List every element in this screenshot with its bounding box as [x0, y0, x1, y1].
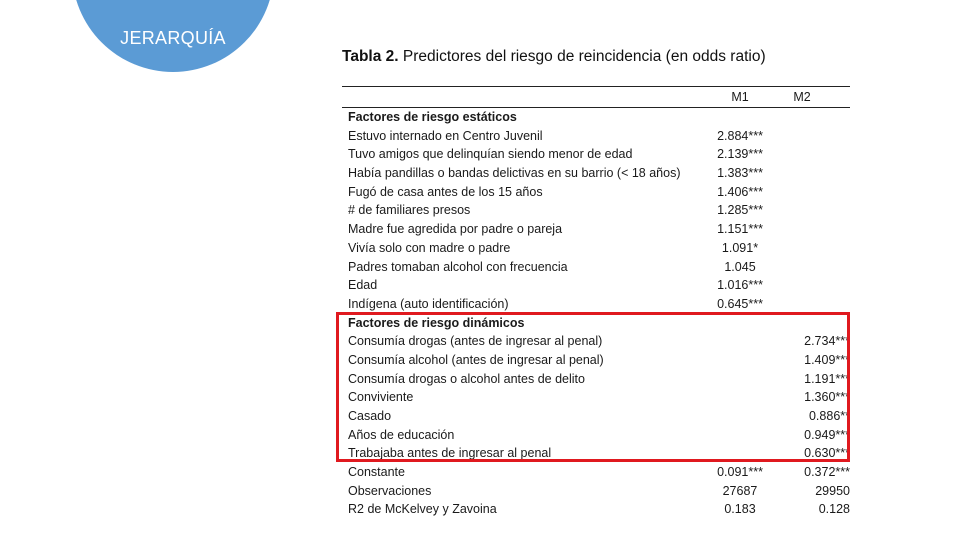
row-label: Tuvo amigos que delinquían siendo menor de edad [348, 147, 633, 162]
table-header [342, 87, 850, 108]
table-row [342, 127, 850, 146]
row-label: Consumía alcohol (antes de ingresar al penal) [348, 352, 604, 367]
table-title-text: Predictores del riesgo de reincidencia (en odds ratio) [398, 48, 766, 65]
cell-m2: 0.886** [808, 409, 850, 423]
table-row [342, 276, 850, 295]
row-label: Conviviente [348, 390, 414, 405]
section-badge-label: JERARQUÍA [120, 28, 226, 48]
row-label: Estuvo internado en Centro Juvenil [348, 128, 543, 143]
cell-m1: 1.383*** [717, 166, 763, 181]
cell-m1: 1.406*** [717, 184, 763, 199]
row-label: Había pandillas o bandas delictivas en su barrio (< 18 años) [348, 166, 681, 181]
cell-m1: 2.884*** [717, 128, 763, 143]
table-row [342, 463, 850, 482]
table-row [342, 145, 850, 164]
table-row [342, 239, 850, 258]
section-heading: Factores de riesgo dinámicos [348, 315, 525, 330]
cell-m1: 1.091* [721, 240, 759, 255]
row-label: Consumía drogas (antes de ingresar al penal) [348, 334, 603, 349]
row-label: Consumía drogas o alcohol antes de delito [348, 371, 585, 386]
row-label: Fugó de casa antes de los 15 años [348, 184, 543, 199]
cell-m1: 2.139*** [717, 147, 763, 162]
table-row [342, 500, 850, 519]
row-label: Constante [348, 465, 405, 480]
row-label: R2 de McKelvey y Zavoina [348, 502, 497, 517]
row-label: # de familiares presos [348, 203, 471, 218]
cell-m2: 0.128 [818, 502, 850, 517]
row-label: Trabajaba antes de ingresar al penal [348, 446, 552, 461]
row-label: Madre fue agredida por padre o pareja [348, 222, 563, 237]
cell-m2: 1.409*** [804, 352, 850, 367]
cell-m2: 0.949*** [804, 427, 850, 442]
row-label: Indígena (auto identificación) [348, 296, 509, 311]
cell-m2: 29950 [815, 483, 850, 498]
table-row [342, 220, 850, 239]
cell-m1: 27687 [722, 483, 758, 498]
cell-m2: 1.360*** [804, 390, 850, 405]
cell-m1: 0.091*** [717, 465, 763, 480]
table-row [342, 295, 850, 314]
cell-m2: 1.191*** [804, 371, 850, 386]
table-title-number: Tabla 2. [342, 48, 399, 65]
section-heading: Factores de riesgo estáticos [348, 110, 517, 124]
table-row [342, 183, 850, 202]
cell-m2: 0.630*** [804, 446, 850, 461]
cell-m1: 1.285*** [717, 203, 763, 218]
row-label: Años de educación [348, 427, 455, 442]
cell-m1: 1.151*** [717, 222, 763, 237]
dynamic-factors-highlight-box [336, 312, 850, 462]
table-row [342, 164, 850, 183]
cell-m1: 1.045 [724, 259, 756, 274]
cell-m2: 2.734*** [804, 334, 850, 349]
row-label: Vivía solo con madre o padre [348, 240, 511, 255]
table-row [342, 258, 850, 277]
table-row [342, 201, 850, 220]
table-title [342, 48, 766, 66]
cell-m2: 0.372*** [804, 465, 850, 480]
column-header-m2: M2 [793, 90, 811, 104]
table-section-row [342, 108, 850, 127]
row-label: Padres tomaban alcohol con frecuencia [348, 259, 568, 274]
table-row [342, 482, 850, 501]
row-label: Observaciones [348, 483, 432, 498]
cell-m1: 0.645*** [717, 296, 763, 311]
cell-m1: 0.183 [724, 502, 756, 517]
row-label: Casado [348, 409, 392, 423]
row-label: Edad [348, 278, 378, 293]
cell-m1: 1.016*** [717, 278, 763, 293]
column-header-m1: M1 [731, 90, 749, 104]
